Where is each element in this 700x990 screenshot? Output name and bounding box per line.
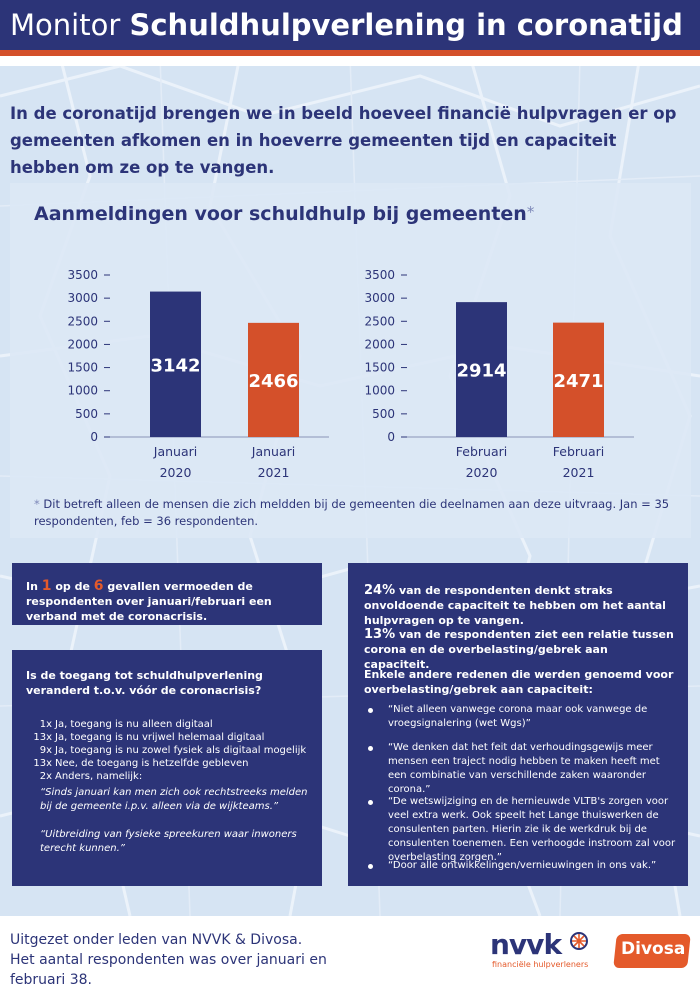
intro-text: In de coronatijd brengen we in beeld hoeveel financië hulpvragen er op gemeenten afkomen en in hoeverre gemeenten tijd en capaciteit hebben om ze op te vangen. — [10, 104, 677, 177]
x-tick-label: Februari — [552, 444, 605, 459]
bullet-dot — [368, 864, 373, 869]
capacity-box — [348, 563, 688, 886]
chart-heading-asterisk: * — [526, 203, 535, 221]
bar-value-label: 3142 — [150, 355, 201, 377]
reason-text: “We denken dat het feit dat verhoudingsgewijs meer mensen een traject nodig hebben te maken heeft met een combinatie van verschillende zaken waaronder corona.” — [388, 742, 660, 795]
stat-1-text: van de respondenten denkt straks onvoldoende capaciteit te hebben om het aantal hulpvragen op te vangen. — [364, 584, 666, 627]
reasons-heading: Enkele andere redenen die werden genoemd voor overbelasting/gebrek aan capaciteit: — [364, 668, 674, 696]
answer-text: Nee, de toegang is hetzelfde gebleven — [55, 758, 249, 769]
answer-count: 2x — [39, 771, 52, 782]
y-tick-label: 2500 — [364, 314, 395, 329]
footnote-text: Dit betreft alleen de mensen die zich meldden bij de gemeenten die deelnamen aan deze uitvraag. Jan = 35 respondenten, feb = 36 respondenten. — [34, 497, 670, 528]
answer-item — [30, 718, 306, 731]
y-tick-label: 2500 — [67, 314, 98, 329]
capacity-stat-2 — [364, 627, 674, 672]
answer-text: Ja, toegang is nu vrijwel helemaal digitaal — [55, 732, 265, 743]
bullet-dot — [368, 708, 373, 713]
ratio-post: gevallen vermoeden de respondenten over januari/februari een verband met de coronacrisis. — [26, 580, 272, 623]
y-tick-label: 1500 — [364, 360, 395, 375]
y-tick-label: 500 — [372, 406, 395, 421]
x-tick-label: 2021 — [562, 465, 595, 480]
answer-count: 13x — [33, 732, 52, 743]
reason-text: “De wetswijziging en de hernieuwde VLTB's zorgen voor veel extra werk. Ook speelt het Lange thuiswerken de consulenten parten. Hierin zie ik de werkdruk bij de consulenten toenemen. Een verhoogde instroom zal voor overbelasting zorgen.” — [388, 796, 676, 863]
x-tick-label: Januari — [153, 444, 198, 459]
ratio-number-1: 1 — [41, 578, 52, 594]
stat-2-text: van de respondenten ziet een relatie tussen corona en de overbelasting/gebrek aan capaciteit. — [364, 628, 674, 671]
answer-count: 13x — [33, 758, 52, 769]
x-tick-label: 2021 — [257, 465, 290, 480]
access-answers — [30, 718, 306, 783]
bullet-dot — [368, 800, 373, 805]
x-tick-label: 2020 — [159, 465, 192, 480]
divosa-logo-word: Divosa — [621, 939, 686, 959]
nvvk-star-icon — [570, 932, 588, 950]
answer-item — [30, 744, 306, 757]
bar-charts — [10, 183, 691, 493]
y-tick-label: 3500 — [364, 268, 395, 282]
reason-text: “Door alle ontwikkelingen/vernieuwingen in ons vak.” — [388, 860, 657, 871]
y-tick-label: 1500 — [67, 360, 98, 375]
y-tick-label: 0 — [90, 430, 98, 444]
chart-footnote — [34, 496, 674, 530]
chart-heading-text: Aanmeldingen voor schuldhulp bij gemeenten — [34, 203, 527, 225]
ratio-text — [26, 579, 311, 624]
access-quote: “Sinds januari kan men zich ook rechtstreeks melden bij de gemeente i.p.v. alleen via de wijkteams.” — [40, 787, 308, 812]
page-title-light: Monitor — [10, 8, 130, 42]
chart-panel — [10, 183, 691, 538]
ratio-pre: In — [26, 580, 42, 593]
access-question: Is de toegang tot schuldhulpverlening veranderd t.o.v. vóór de coronacrisis? — [26, 669, 263, 697]
answer-count: 9x — [39, 745, 52, 756]
y-tick-label: 500 — [75, 406, 98, 421]
x-tick-label: Januari — [251, 444, 296, 459]
answer-count: 1x — [39, 719, 52, 730]
y-tick-label: 2000 — [67, 337, 98, 352]
x-tick-label: Februari — [455, 444, 508, 459]
footer-text: Uitgezet onder leden van NVVK & Divosa. Het aantal respondenten was over januari en februari 38. — [10, 932, 327, 988]
ratio-box — [12, 563, 322, 625]
footnote-asterisk: * — [34, 497, 40, 511]
answer-item — [30, 731, 306, 744]
answer-text: Ja, toegang is nu alleen digitaal — [55, 719, 213, 730]
page-footer — [0, 916, 700, 988]
bullet-dot — [368, 746, 373, 751]
page-header — [0, 0, 700, 66]
capacity-stat-1 — [364, 583, 674, 628]
y-tick-label: 1000 — [67, 383, 98, 398]
stat-1-percent: 24% — [364, 583, 396, 598]
bar-value-label: 2471 — [553, 370, 604, 392]
y-tick-label: 3500 — [67, 268, 98, 282]
answer-item — [30, 757, 306, 770]
ratio-mid: op de — [51, 580, 94, 593]
divosa-logo — [615, 934, 689, 968]
header-bar — [0, 0, 700, 50]
bar-value-label: 2466 — [248, 370, 299, 392]
access-box — [12, 650, 322, 886]
access-quote: “Uitbreiding van fysieke spreekuren waar inwoners terecht kunnen.” — [40, 829, 297, 854]
y-tick-label: 3000 — [364, 291, 395, 306]
nvvk-logo — [490, 928, 590, 972]
nvvk-tagline: financiële hulpverleners — [492, 960, 589, 969]
answer-text: Ja, toegang is nu zowel fysiek als digitaal mogelijk — [55, 745, 307, 756]
x-tick-label: 2020 — [465, 465, 498, 480]
y-tick-label: 1000 — [364, 383, 395, 398]
stat-2-percent: 13% — [364, 627, 396, 642]
answer-item — [30, 770, 306, 783]
answer-text: Anders, namelijk: — [55, 771, 143, 782]
reason-text: “Niet alleen vanwege corona maar ook vanwege de vroegsignalering (wet Wgs)” — [388, 704, 648, 729]
page-title — [10, 4, 683, 46]
bar-value-label: 2914 — [456, 360, 507, 382]
ratio-number-2: 6 — [93, 578, 104, 594]
y-tick-label: 3000 — [67, 291, 98, 306]
nvvk-logo-word: nvvk — [490, 928, 562, 961]
header-accent-stripe — [0, 50, 700, 56]
y-tick-label: 2000 — [364, 337, 395, 352]
y-tick-label: 0 — [387, 430, 395, 444]
page-title-bold: Schuldhulpverlening in coronatijd — [129, 8, 683, 42]
